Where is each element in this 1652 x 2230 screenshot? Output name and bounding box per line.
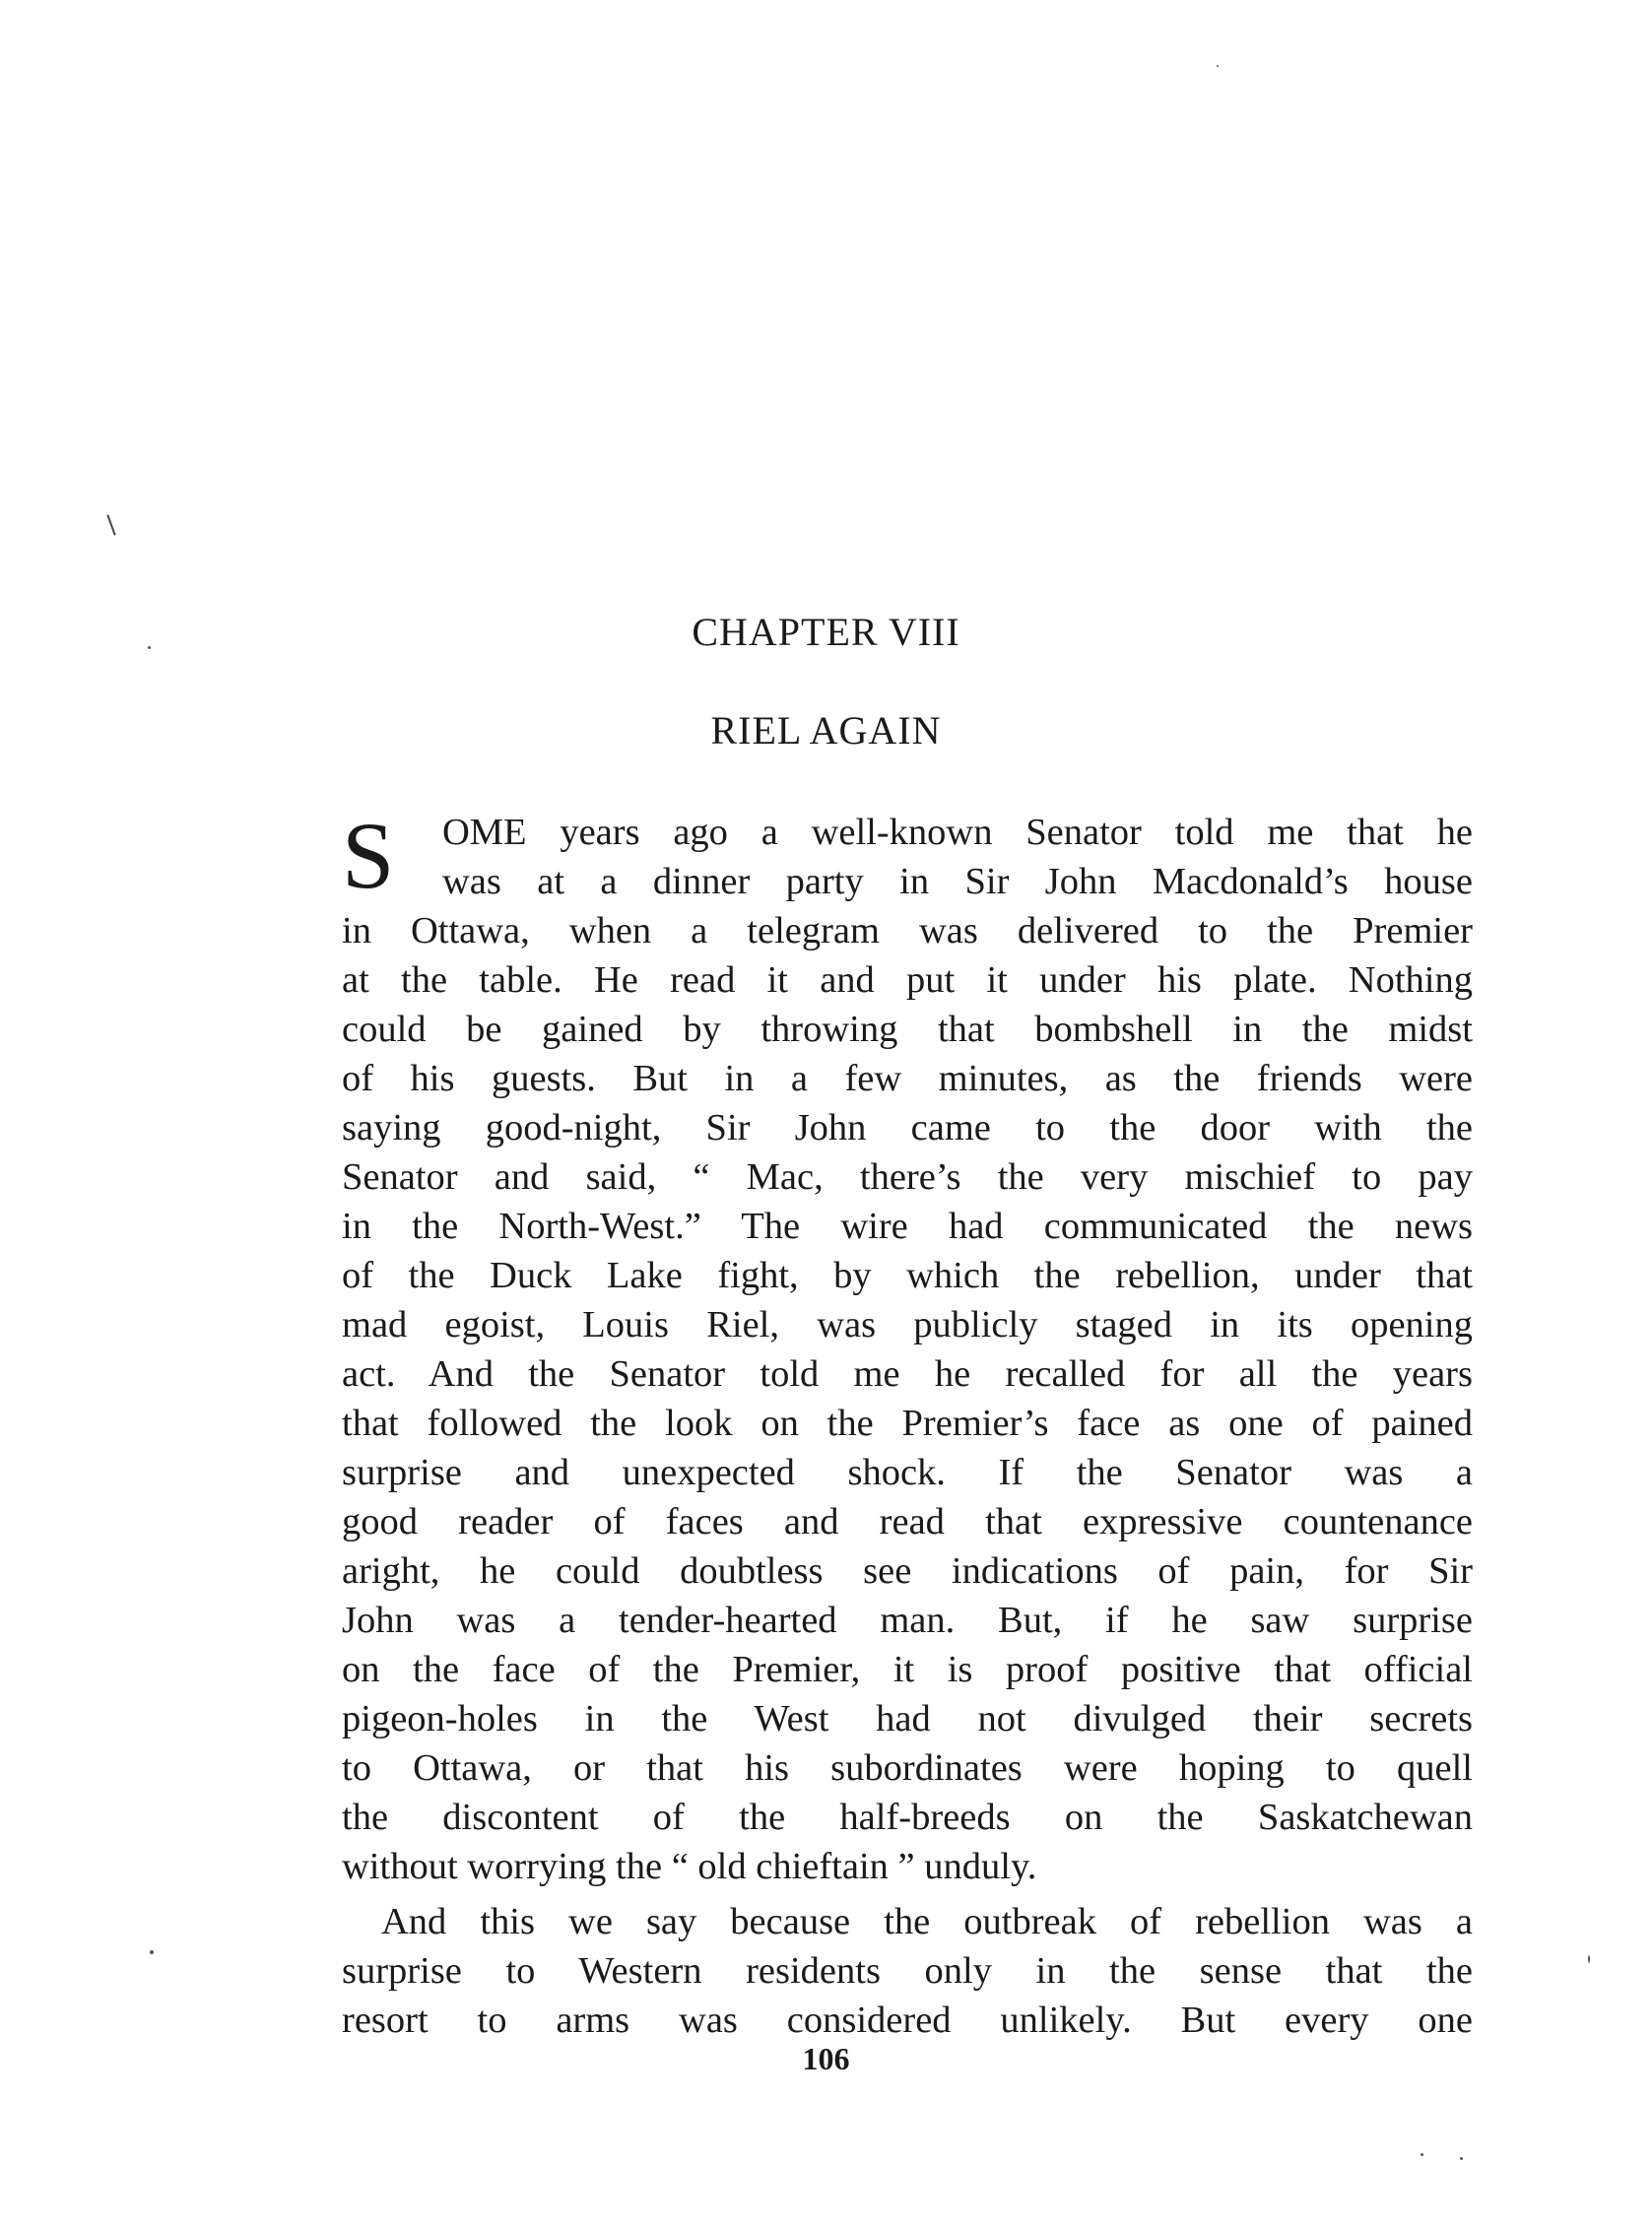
speck: [1217, 65, 1219, 67]
text-line: Senator and said, “ Mac, there’s the very mischief to pay: [342, 1156, 1473, 1198]
text-line: John was a tender-hearted man. But, if he saw surprise: [342, 1600, 1473, 1641]
text-line: to Ottawa, or that his subordinates were hoping to quell: [342, 1747, 1473, 1789]
margin-mark: [106, 514, 115, 535]
text-line: of his guests. But in a few minutes, as the friends were: [342, 1058, 1473, 1099]
text-line: surprise to Western residents only in the sense that the: [342, 1950, 1473, 1992]
text-line: aright, he could doubtless see indications of pain, for Sir: [342, 1550, 1473, 1592]
chapter-title: RIEL AGAIN: [710, 708, 942, 753]
text-line: resort to arms was considered unlikely. But every one: [342, 2000, 1473, 2041]
text-line: mad egoist, Louis Riel, was publicly staged in its opening: [342, 1304, 1473, 1345]
page-number: 106: [802, 2041, 850, 2076]
text-line: surprise and unexpected shock. If the Senator was a: [342, 1452, 1473, 1493]
text-line: in Ottawa, when a telegram was delivered to the Premier: [342, 910, 1473, 951]
text-line: that followed the look on the Premier’s face as one of pained: [342, 1403, 1473, 1444]
speck: [1421, 2153, 1423, 2156]
text-line: was at a dinner party in Sir John Macdonald’s house: [442, 861, 1473, 902]
text-line: of the Duck Lake fight, by which the rebellion, under that: [342, 1255, 1473, 1296]
speck: [1460, 2157, 1463, 2160]
body-text: [342, 803, 1473, 2045]
speck: [1588, 1955, 1590, 1963]
paragraph-1: [342, 803, 1473, 908]
text-line: saying good-night, Sir John came to the door with the: [342, 1107, 1473, 1148]
chapter-heading: CHAPTER VIII: [692, 610, 960, 654]
text-line: without worrying the “ old chieftain ” unduly.: [342, 1846, 1037, 1887]
text-line: the discontent of the half-breeds on the Saskatchewan: [342, 1797, 1473, 1838]
text-line: act. And the Senator told me he recalled for all the years: [342, 1353, 1473, 1395]
text-line: And this we say because the outbreak of rebellion was a: [381, 1901, 1473, 1942]
text-line: pigeon-holes in the West had not divulged their secrets: [342, 1698, 1473, 1739]
text-line: good reader of faces and read that expressive countenance: [342, 1501, 1473, 1542]
drop-cap: S: [342, 803, 395, 908]
text-line: on the face of the Premier, it is proof positive that official: [342, 1649, 1473, 1690]
text-line: OME years ago a well-known Senator told me that he: [442, 812, 1473, 853]
text-line: could be gained by throwing that bombshell in the midst: [342, 1009, 1473, 1050]
text-line: in the North-West.” The wire had communicated the news: [342, 1206, 1473, 1247]
speck: [150, 1950, 154, 1954]
text-line: at the table. He read it and put it under his plate. Nothing: [342, 959, 1473, 1001]
